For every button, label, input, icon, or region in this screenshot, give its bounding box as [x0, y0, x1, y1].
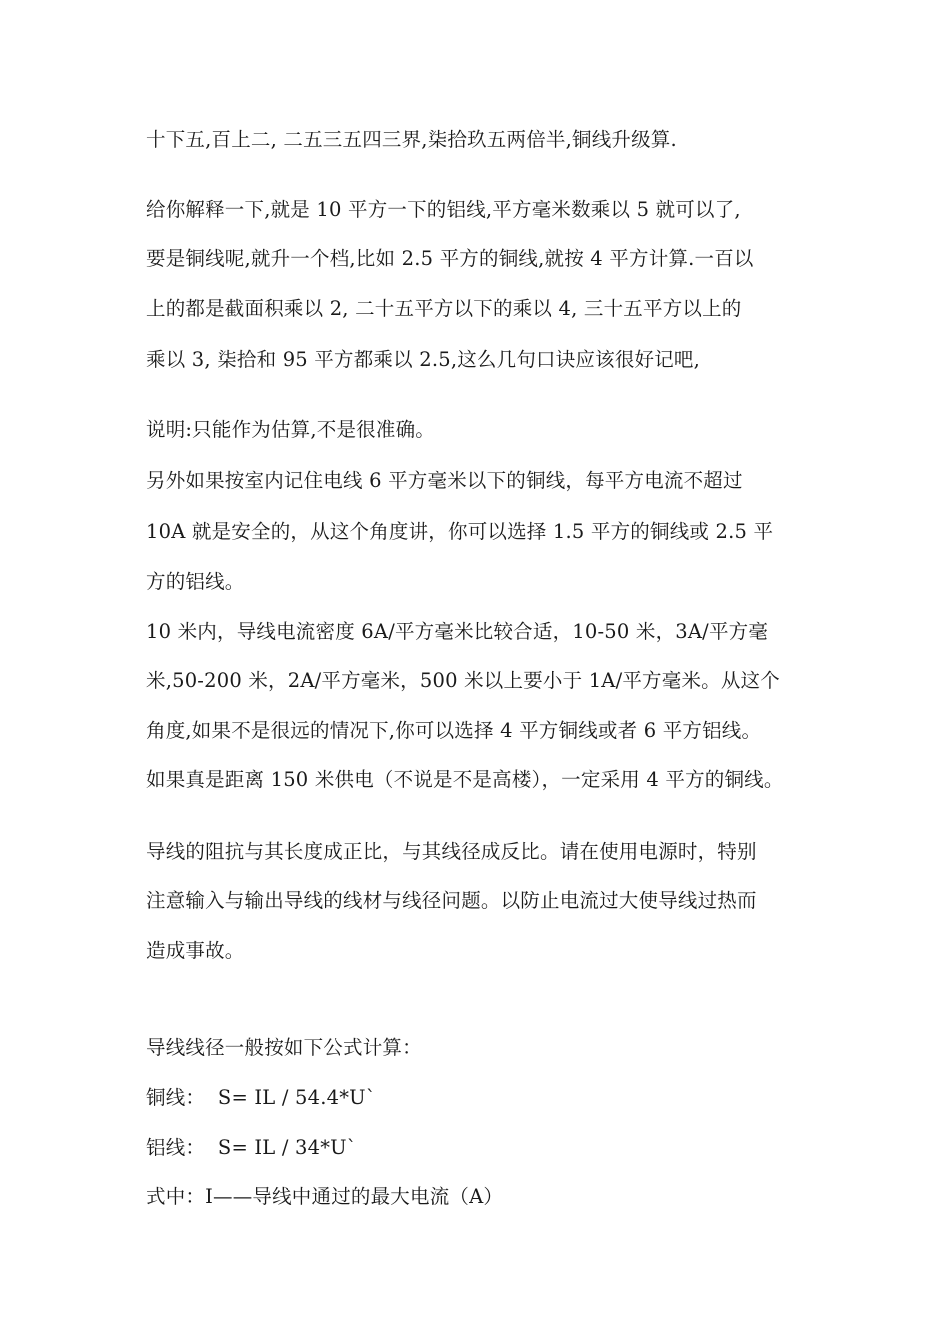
rhyme-line: 十下五,百上二, 二五三五四三界,柒拾玖五两倍半,铜线升级算. — [146, 128, 677, 151]
copper-formula: 铜线： S= IL / 54.4*U` — [146, 1086, 376, 1109]
explanation-line-3: 上的都是截面积乘以 2, 二十五平方以下的乘以 4, 三十五平方以上的 — [146, 297, 742, 320]
resistance-line-3: 造成事故。 — [146, 939, 245, 962]
note-line-4: 方的铝线。 — [146, 570, 245, 593]
note-line-6: 米,50-200 米，2A/平方毫米，500 米以上要小于 1A/平方毫米。从这个 — [146, 669, 780, 692]
aluminum-formula: 铝线： S= IL / 34*U` — [146, 1136, 357, 1159]
explanation-line-2: 要是铜线呢,就升一个档,比如 2.5 平方的铜线,就按 4 平方计算.一百以 — [146, 247, 754, 270]
note-line-8: 如果真是距离 150 米供电（不说是不是高楼），一定采用 4 平方的铜线。 — [146, 768, 784, 791]
note-line-7: 角度,如果不是很远的情况下,你可以选择 4 平方铜线或者 6 平方铝线。 — [146, 719, 762, 742]
note-line-1: 说明:只能作为估算,不是很准确。 — [146, 418, 435, 441]
formula-variable-definition: 式中：I——导线中通过的最大电流（A） — [146, 1185, 504, 1208]
explanation-line-4: 乘以 3, 柒拾和 95 平方都乘以 2.5,这么几句口诀应该很好记吧, — [146, 348, 701, 371]
explanation-line-1: 给你解释一下,就是 10 平方一下的铝线,平方毫米数乘以 5 就可以了, — [146, 198, 741, 221]
resistance-line-1: 导线的阻抗与其长度成正比，与其线径成反比。请在使用电源时，特别 — [146, 840, 757, 863]
resistance-line-2: 注意输入与输出导线的线材与线径问题。以防止电流过大使导线过热而 — [146, 889, 757, 912]
formula-intro: 导线线径一般按如下公式计算： — [146, 1036, 422, 1059]
note-line-3: 10A 就是安全的，从这个角度讲，你可以选择 1.5 平方的铜线或 2.5 平 — [146, 520, 774, 543]
note-line-2: 另外如果按室内记住电线 6 平方毫米以下的铜线，每平方电流不超过 — [146, 469, 743, 492]
note-line-5: 10 米内，导线电流密度 6A/平方毫米比较合适，10-50 米，3A/平方毫 — [146, 620, 769, 643]
